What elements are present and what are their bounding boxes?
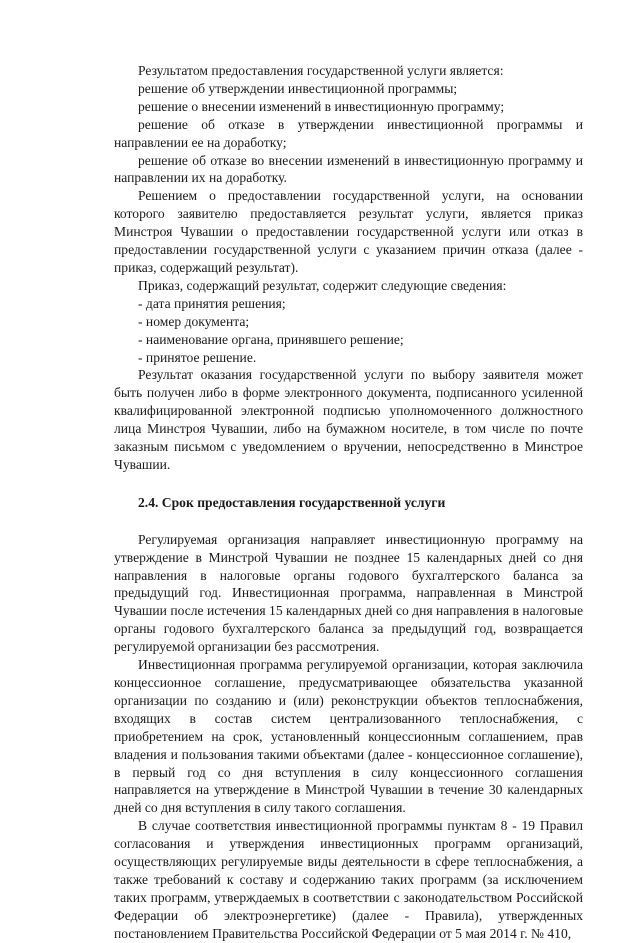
result-item-refusal-changes: решение об отказе во внесении изменений в инвестиционную программу и направлении их на доработку.: [114, 152, 583, 186]
result-item-refusal-approval: решение об отказе в утверждении инвестиционной программы и направлении ее на доработку;: [114, 116, 583, 150]
result-lead: Результатом предоставления государственной услуги является:: [138, 63, 504, 78]
result-item-changes: решение о внесении изменений в инвестиционную программу;: [138, 98, 505, 114]
order-contents-lead: Приказ, содержащий результат, содержит следующие сведения:: [138, 277, 507, 293]
section-paragraph-deadline: Регулируемая организация направляет инвестиционную программу на утверждение в Минстрой Чувашии не позднее 15 календарных дней со дня направления в налоговые органы годового бухгалтерского баланса за предыдущий год. Инвестиционная программа, направленная в Минстрой Чувашии после истечения 15 календарных дней со дня направления в налоговые органы годового бухгалтерского баланса за предыдущий год, возвращается регулируемой организации без рассмотрения.: [114, 531, 583, 655]
order-item-decision: - принятое решение.: [138, 349, 257, 365]
order-item-authority: - наименование органа, принявшего решение;: [138, 331, 404, 347]
delivery-paragraph: Результат оказания государственной услуги по выбору заявителя может быть получен либо в форме электронного документа, подписанного усиленной квалифицированной электронной подписью уполномоченного должностного лица Минстроя Чувашии, либо на бумажном носителе, в том числе по почте заказным письмом с уведомлением о вручении, непосредственно в Минстрое Чувашии.: [114, 367, 583, 472]
decision-basis-paragraph: Решением о предоставлении государственной услуги, на основании которого заявителю предоставляется результат услуги, является приказ Минстроя Чувашии о предоставлении государственной услуги или отказ в предоставлении государственной услуги с указанием причин отказа (далее - приказ, содержащий результат).: [114, 188, 583, 275]
result-item-approval: решение об утверждении инвестиционной программы;: [138, 80, 458, 96]
spacer: [114, 474, 583, 494]
section-paragraph-concession: Инвестиционная программа регулируемой организации, которая заключила концессионное соглашение, предусматривающее обязательства указанной организации по созданию и (или) реконструкции объектов теплоснабжения, входящих в состав систем централизованного теплоснабжения, с приобретением на срок, установленный концессионным соглашением, прав владения и пользования такими объектами (далее - концессионное соглашение), в первый год со дня вступления в силу концессионного соглашения направляется на утверждение в Минстрой Чувашии в течение 30 календарных дней со дня вступления в силу такого соглашения.: [114, 657, 583, 816]
section-heading: 2.4. Срок предоставления государственной услуги: [138, 494, 446, 510]
section-paragraph-compliance: В случае соответствия инвестиционной программы пунктам 8 - 19 Правил согласования и утверждения инвестиционных программ организаций, осуществляющих регулируемые виды деятельности в сфере теплоснабжения, а также требований к составу и содержанию таких программ (за исключением таких программ, утверждаемых в соответствии с законодательством Российской Федерации об электроэнергетике) (далее - Правила), утвержденных постановлением Правительства Российской Федерации от 5 мая 2014 г. № 410,: [114, 818, 583, 941]
spacer: [114, 512, 583, 531]
order-item-date: - дата принятия решения;: [138, 295, 286, 311]
document-page: [114, 62, 583, 943]
order-item-number: - номер документа;: [138, 313, 250, 329]
